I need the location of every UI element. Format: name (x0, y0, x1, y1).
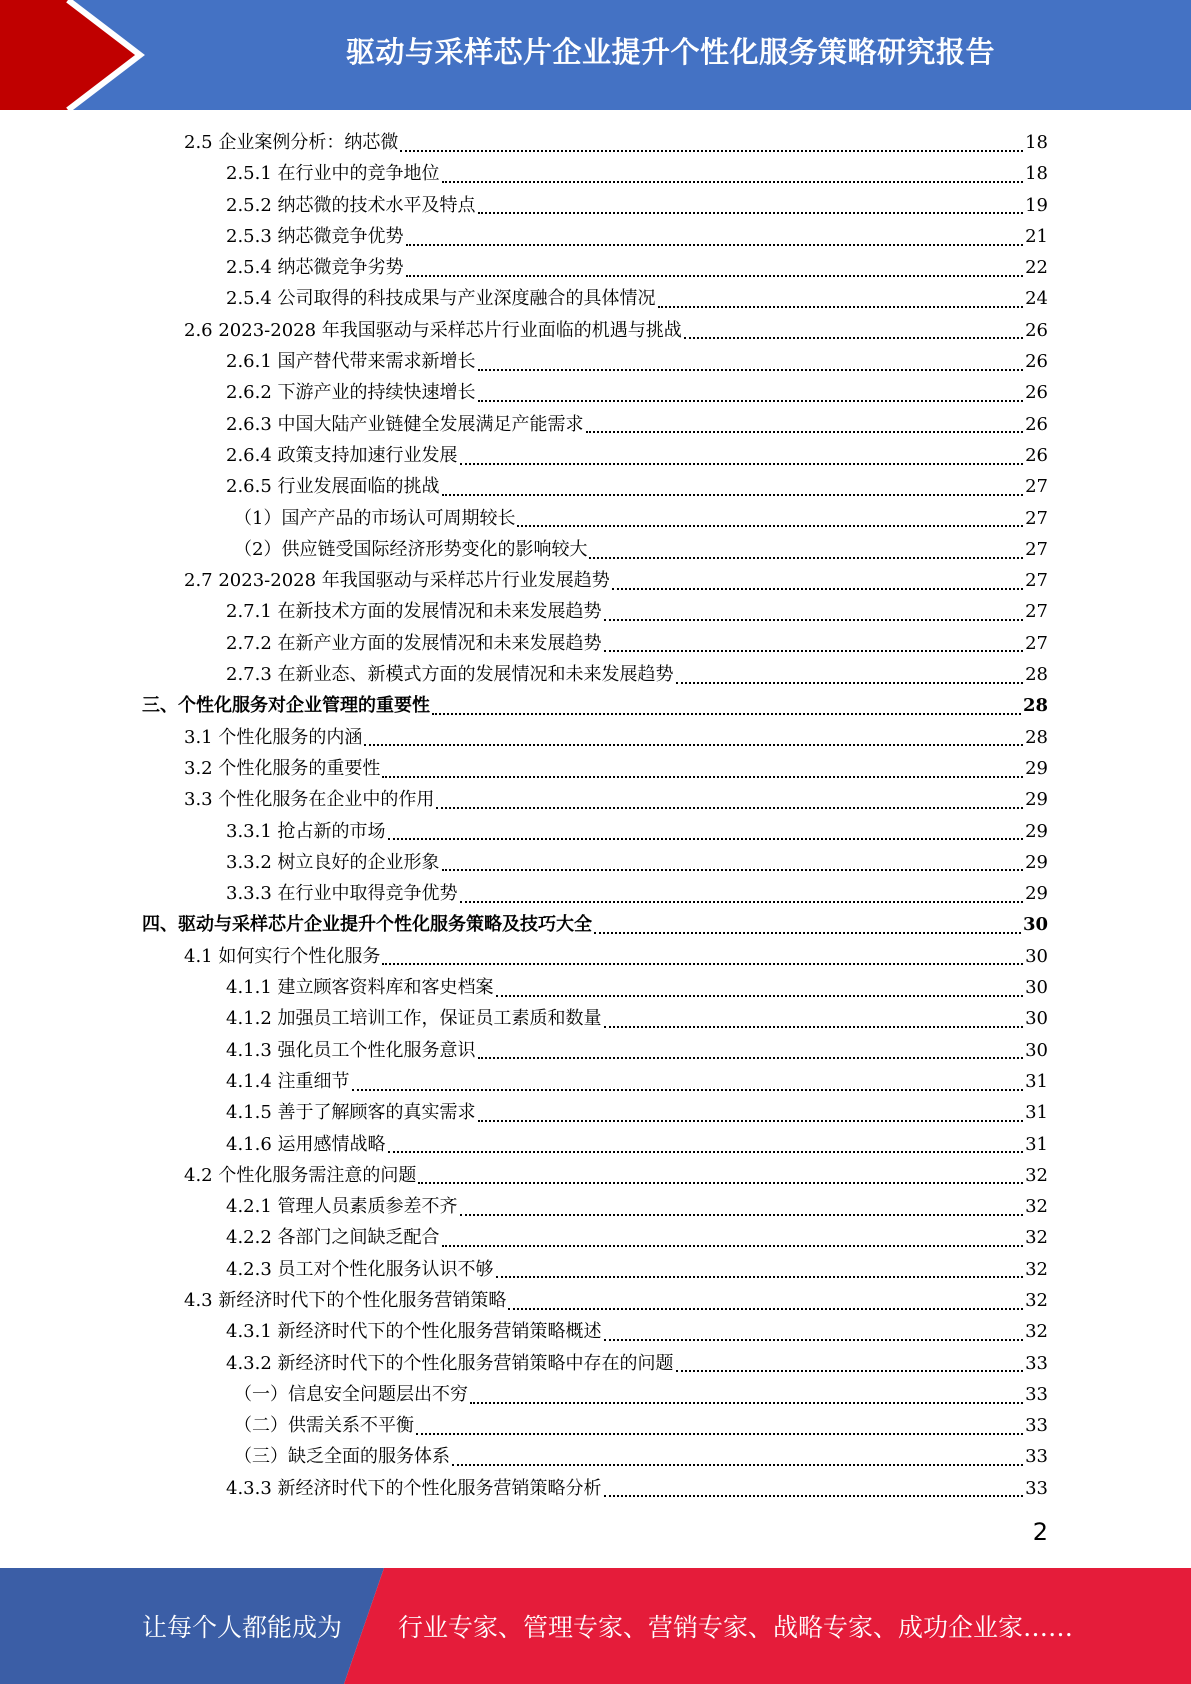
toc-entry-title: 三、个性化服务对企业管理的重要性 (142, 695, 430, 717)
toc-entry[interactable] (142, 690, 1048, 721)
toc-entry-page: 27 (1025, 570, 1048, 592)
toc-dot-leader (388, 1151, 1024, 1153)
toc-dot-leader (364, 744, 1023, 746)
toc-entry-title: 2.6 2023-2028 年我国驱动与采样芯片行业面临的机遇与挑战 (184, 319, 682, 341)
toc-entry-title: （1）国产产品的市场认可周期较长 (234, 507, 516, 529)
toc-dot-leader (594, 932, 1021, 934)
toc-entry[interactable] (142, 1003, 1048, 1034)
toc-entry-page: 32 (1025, 1321, 1048, 1343)
toc-entry-page: 31 (1025, 1070, 1048, 1092)
toc-dot-leader (478, 212, 1024, 214)
toc-entry-page: 27 (1025, 538, 1048, 560)
toc-entry[interactable] (142, 409, 1048, 440)
toc-entry-page: 27 (1025, 476, 1048, 498)
toc-entry[interactable] (142, 1348, 1048, 1379)
toc-dot-leader (442, 494, 1024, 496)
toc-dot-leader (604, 650, 1024, 652)
toc-dot-leader (418, 1182, 1023, 1184)
toc-entry-title: 3.2 个性化服务的重要性 (184, 757, 381, 779)
toc-dot-leader (460, 1214, 1024, 1216)
toc-entry-title: 2.5 企业案例分析：纳芯微 (184, 132, 399, 153)
toc-entry[interactable] (142, 1097, 1048, 1128)
toc-entry[interactable] (142, 1035, 1048, 1066)
toc-dot-leader (432, 713, 1021, 715)
toc-dot-leader (460, 463, 1024, 465)
toc-entry-page: 30 (1025, 1039, 1048, 1061)
toc-entry[interactable] (142, 1254, 1048, 1285)
toc-entry-page: 32 (1025, 1227, 1048, 1249)
toc-entry-title: 4.1 如何实行个性化服务 (184, 945, 381, 967)
toc-entry-title: 4.1.5 善于了解顾客的真实需求 (226, 1102, 476, 1124)
toc-entry-title: 4.2.2 各部门之间缺乏配合 (226, 1227, 440, 1249)
toc-entry-title: 2.7.3 在新业态、新模式方面的发展情况和未来发展趋势 (226, 664, 674, 686)
toc-entry-page: 28 (1025, 664, 1048, 686)
toc-entry[interactable] (142, 1410, 1048, 1441)
toc-entry-page: 28 (1025, 726, 1048, 748)
toc-dot-leader (604, 1495, 1024, 1497)
toc-entry-title: （三）缺乏全面的服务体系 (234, 1446, 450, 1468)
toc-entry[interactable] (142, 440, 1048, 471)
toc-entry[interactable] (142, 1160, 1048, 1191)
toc-entry[interactable] (142, 847, 1048, 878)
toc-entry-title: 2.6.4 政策支持加速行业发展 (226, 444, 458, 466)
toc-dot-leader (478, 400, 1024, 402)
toc-entry-title: 2.7 2023-2028 年我国驱动与采样芯片行业发展趋势 (184, 570, 610, 592)
toc-dot-leader (388, 838, 1024, 840)
toc-entry-page: 32 (1025, 1164, 1048, 1186)
toc-entry-page: 26 (1025, 382, 1048, 404)
toc-entry[interactable] (142, 1129, 1048, 1160)
toc-entry-page: 31 (1025, 1102, 1048, 1124)
toc-dot-leader (517, 525, 1023, 527)
toc-entry-page: 33 (1025, 1415, 1048, 1437)
toc-dot-leader (442, 1245, 1024, 1247)
toc-entry-page: 22 (1025, 257, 1048, 279)
toc-entry-title: 2.5.3 纳芯微竞争优势 (226, 225, 404, 247)
toc-entry-page: 26 (1025, 319, 1048, 341)
page-number: 2 (1032, 1518, 1048, 1546)
toc-dot-leader (684, 337, 1023, 339)
toc-entry-page: 33 (1025, 1477, 1048, 1499)
toc-entry-title: 4.1.2 加强员工培训工作，保证员工素质和数量 (226, 1008, 602, 1030)
toc-entry-title: 2.5.1 在行业中的竞争地位 (226, 163, 440, 185)
toc-dot-leader (442, 869, 1024, 871)
toc-entry-page: 18 (1025, 132, 1048, 153)
toc-dot-leader (442, 181, 1024, 183)
toc-entry-page: 27 (1025, 507, 1048, 529)
toc-dot-leader (586, 431, 1024, 433)
toc-dot-leader (589, 557, 1023, 559)
toc-entry[interactable] (142, 190, 1048, 221)
toc-dot-leader (612, 588, 1023, 590)
toc-entry-page: 26 (1025, 351, 1048, 373)
toc-entry-page: 30 (1025, 977, 1048, 999)
toc-entry[interactable] (142, 722, 1048, 753)
toc-entry-title: 2.6.1 国产替代带来需求新增长 (226, 351, 476, 373)
toc-entry-page: 27 (1025, 632, 1048, 654)
toc-entry-page: 30 (1022, 914, 1048, 936)
toc-entry-page: 21 (1025, 225, 1048, 247)
toc-dot-leader (382, 963, 1023, 965)
toc-dot-leader (406, 275, 1024, 277)
toc-entry[interactable] (142, 315, 1048, 346)
toc-entry-title: 2.6.3 中国大陆产业链健全发展满足产能需求 (226, 413, 584, 435)
toc-entry-page: 18 (1025, 163, 1048, 185)
toc-entry[interactable] (142, 1191, 1048, 1222)
toc-entry-title: （一）信息安全问题层出不穷 (234, 1383, 468, 1405)
footer-banner (0, 1568, 1191, 1684)
toc-entry-title: 4.3.3 新经济时代下的个性化服务营销策略分析 (226, 1477, 602, 1499)
report-title: 驱动与采样芯片企业提升个性化服务策略研究报告 (345, 34, 995, 69)
toc-entry[interactable] (142, 283, 1048, 314)
toc-entry-page: 30 (1025, 945, 1048, 967)
toc-entry-title: 2.5.4 纳芯微竞争劣势 (226, 257, 404, 279)
toc-entry[interactable] (142, 346, 1048, 377)
toc-dot-leader (382, 776, 1023, 778)
toc-entry[interactable] (142, 1441, 1048, 1472)
toc-dot-leader (416, 1433, 1023, 1435)
header-banner (0, 0, 1191, 110)
toc-entry-page: 19 (1025, 194, 1048, 216)
table-of-contents (142, 127, 1048, 1504)
toc-entry[interactable] (142, 1473, 1048, 1504)
toc-entry[interactable] (142, 753, 1048, 784)
toc-entry-page: 32 (1025, 1196, 1048, 1218)
toc-dot-leader (496, 995, 1024, 997)
toc-entry[interactable] (142, 221, 1048, 252)
toc-entry-title: 4.2.3 员工对个性化服务认识不够 (226, 1258, 494, 1280)
toc-entry-page: 27 (1025, 601, 1048, 623)
toc-dot-leader (508, 1308, 1023, 1310)
toc-entry-title: 3.3.2 树立良好的企业形象 (226, 851, 440, 873)
toc-entry-page: 24 (1025, 288, 1048, 310)
toc-entry-title: 2.6.5 行业发展面临的挑战 (226, 476, 440, 498)
toc-entry[interactable] (142, 1316, 1048, 1347)
toc-entry-page: 29 (1025, 789, 1048, 811)
toc-dot-leader (470, 1402, 1023, 1404)
toc-dot-leader (604, 1026, 1024, 1028)
toc-entry[interactable] (142, 565, 1048, 596)
toc-entry-page: 33 (1025, 1352, 1048, 1374)
toc-dot-leader (604, 1339, 1024, 1341)
toc-entry-page: 31 (1025, 1133, 1048, 1155)
toc-entry[interactable] (142, 158, 1048, 189)
toc-dot-leader (400, 150, 1023, 152)
toc-entry[interactable] (142, 471, 1048, 502)
toc-entry[interactable] (142, 941, 1048, 972)
toc-dot-leader (352, 1089, 1024, 1091)
toc-entry-title: （二）供需关系不平衡 (234, 1415, 414, 1437)
toc-entry[interactable] (142, 816, 1048, 847)
toc-entry-title: 2.5.2 纳芯微的技术水平及特点 (226, 194, 476, 216)
toc-entry-page: 29 (1025, 820, 1048, 842)
toc-entry[interactable] (142, 377, 1048, 408)
toc-entry[interactable] (142, 784, 1048, 815)
toc-entry-page: 26 (1025, 413, 1048, 435)
toc-entry[interactable] (142, 503, 1048, 534)
toc-dot-leader (436, 807, 1023, 809)
toc-entry[interactable] (142, 659, 1048, 690)
toc-entry-title: （2）供应链受国际经济形势变化的影响较大 (234, 538, 588, 560)
footer-slogan-right: 行业专家、管理专家、营销专家、战略专家、成功企业家…… (398, 1613, 1074, 1642)
toc-entry[interactable] (142, 127, 1048, 158)
toc-entry-title: 4.1.6 运用感情战略 (226, 1133, 386, 1155)
toc-entry-title: 4.3 新经济时代下的个性化服务营销策略 (184, 1289, 507, 1311)
toc-entry[interactable] (142, 972, 1048, 1003)
toc-entry-title: 4.1.4 注重细节 (226, 1070, 350, 1092)
toc-dot-leader (496, 1276, 1024, 1278)
toc-dot-leader (478, 369, 1024, 371)
toc-entry[interactable] (142, 1222, 1048, 1253)
toc-dot-leader (478, 1057, 1024, 1059)
toc-entry-title: 4.2.1 管理人员素质参差不齐 (226, 1196, 458, 1218)
toc-entry-page: 29 (1025, 757, 1048, 779)
toc-entry-title: 4.1.1 建立顾客资料库和客史档案 (226, 977, 494, 999)
footer-slogan-left: 让每个人都能成为 (142, 1613, 343, 1642)
toc-entry[interactable] (142, 878, 1048, 909)
toc-entry-page: 32 (1025, 1289, 1048, 1311)
toc-dot-leader (460, 901, 1024, 903)
toc-entry[interactable] (142, 252, 1048, 283)
toc-entry-title: 2.6.2 下游产业的持续快速增长 (226, 382, 476, 404)
toc-entry-title: 2.5.4 公司取得的科技成果与产业深度融合的具体情况 (226, 288, 656, 310)
toc-dot-leader (676, 1370, 1024, 1372)
toc-entry-page: 29 (1025, 851, 1048, 873)
toc-entry-title: 2.7.1 在新技术方面的发展情况和未来发展趋势 (226, 601, 602, 623)
toc-entry[interactable] (142, 1066, 1048, 1097)
toc-entry[interactable] (142, 1285, 1048, 1316)
toc-dot-leader (406, 244, 1024, 246)
toc-entry-title: 4.3.2 新经济时代下的个性化服务营销策略中存在的问题 (226, 1352, 674, 1374)
toc-entry-title: 3.3 个性化服务在企业中的作用 (184, 789, 435, 811)
toc-dot-leader (676, 682, 1024, 684)
toc-entry-title: 四、驱动与采样芯片企业提升个性化服务策略及技巧大全 (142, 914, 592, 936)
toc-dot-leader (478, 1120, 1024, 1122)
toc-entry-page: 32 (1025, 1258, 1048, 1280)
toc-dot-leader (452, 1464, 1023, 1466)
toc-entry[interactable] (142, 596, 1048, 627)
toc-dot-leader (658, 306, 1024, 308)
red-chevron-decoration (0, 0, 160, 110)
toc-entry-page: 33 (1025, 1446, 1048, 1468)
toc-entry-page: 33 (1025, 1383, 1048, 1405)
toc-entry-page: 29 (1025, 883, 1048, 905)
toc-entry[interactable] (142, 1379, 1048, 1410)
toc-entry-page: 26 (1025, 444, 1048, 466)
toc-dot-leader (604, 619, 1024, 621)
toc-entry-title: 4.1.3 强化员工个性化服务意识 (226, 1039, 476, 1061)
toc-entry-page: 28 (1022, 695, 1048, 717)
toc-entry[interactable] (142, 628, 1048, 659)
toc-entry-page: 30 (1025, 1008, 1048, 1030)
toc-entry-title: 3.3.3 在行业中取得竞争优势 (226, 883, 458, 905)
toc-entry-title: 4.2 个性化服务需注意的问题 (184, 1164, 417, 1186)
toc-entry[interactable] (142, 909, 1048, 940)
toc-entry-title: 3.1 个性化服务的内涵 (184, 726, 363, 748)
toc-entry-title: 3.3.1 抢占新的市场 (226, 820, 386, 842)
toc-entry-title: 4.3.1 新经济时代下的个性化服务营销策略概述 (226, 1321, 602, 1343)
toc-entry-title: 2.7.2 在新产业方面的发展情况和未来发展趋势 (226, 632, 602, 654)
toc-entry[interactable] (142, 534, 1048, 565)
